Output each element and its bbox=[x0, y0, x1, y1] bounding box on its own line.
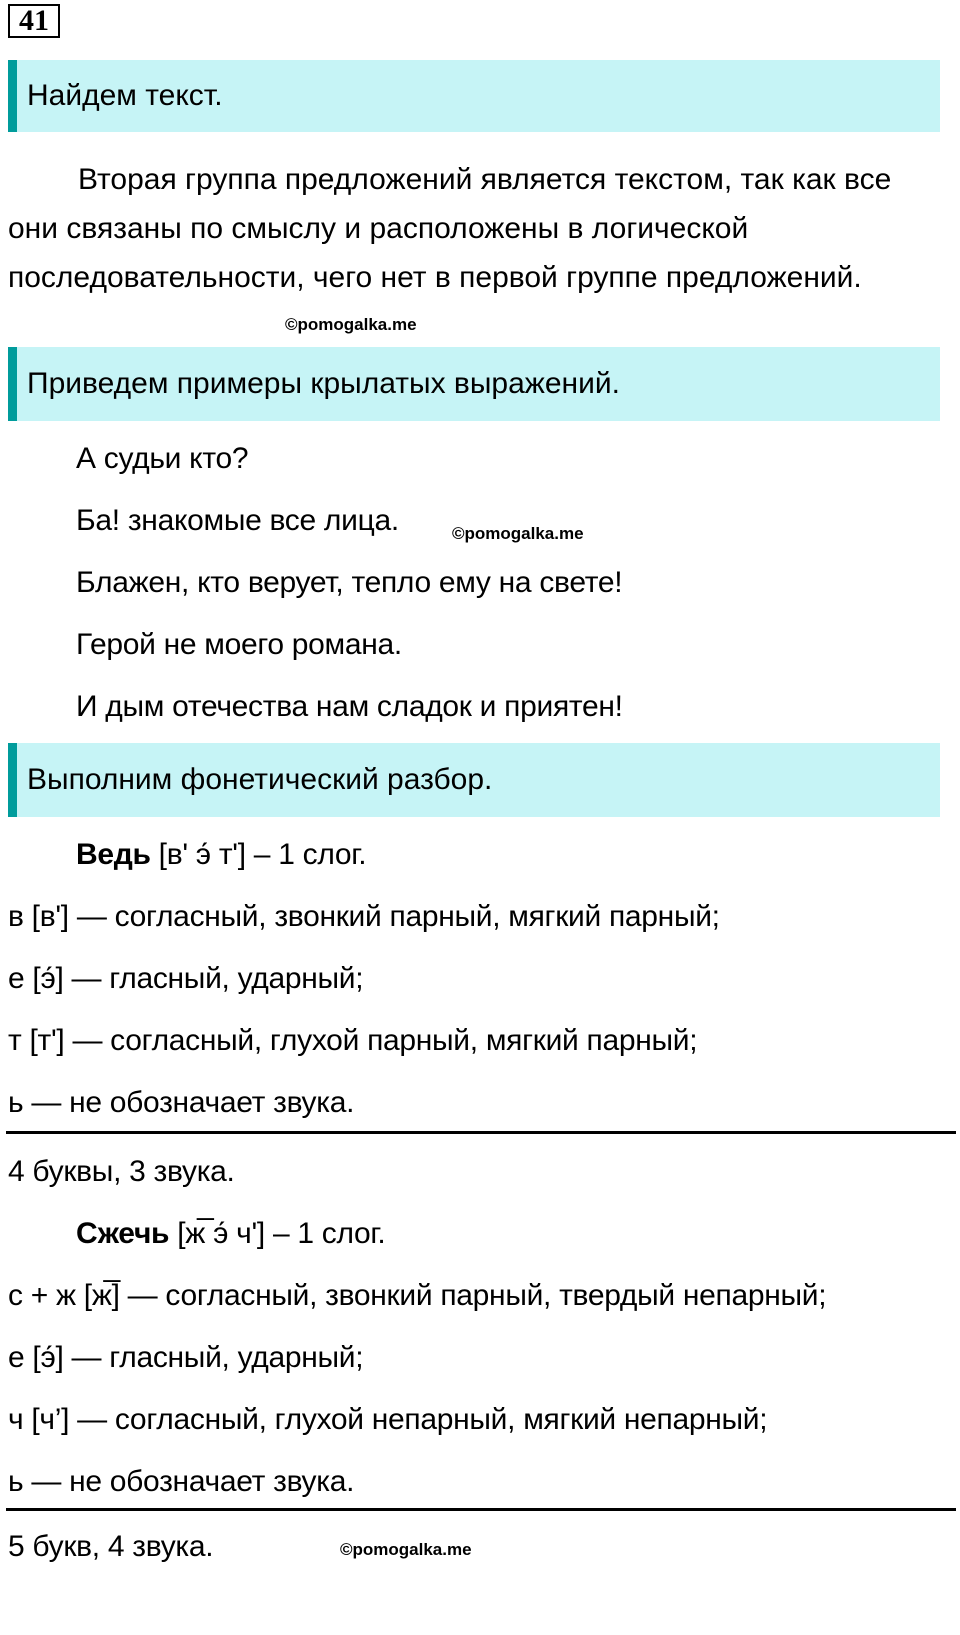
word-header bbox=[76, 1217, 385, 1251]
idiom-item: Герой не моего романа. bbox=[76, 628, 402, 661]
watermark: ©pomogalka.me bbox=[285, 315, 417, 334]
phonetic-line: т [т'] — согласный, глухой парный, мягкий парный; bbox=[8, 1024, 698, 1057]
phonetic-line: с + ж [ж̅] — согласный, звонкий парный, твердый непарный; bbox=[8, 1279, 827, 1312]
idiom-item: Ба! знакомые все лица. bbox=[76, 504, 399, 537]
word: Ведь bbox=[76, 838, 151, 871]
section-heading-idioms: Приведем примеры крылатых выражений. bbox=[8, 347, 940, 421]
text-paragraph: Вторая группа предложений является текстом, так как все они связаны по смыслу и расположены в логической последовательности, чего нет в первой группе предложений. bbox=[8, 163, 892, 294]
phonetic-line: ь — не обозначает звука. bbox=[8, 1465, 355, 1498]
idiom-item: И дым отечества нам сладок и приятен! bbox=[76, 690, 623, 723]
idiom-item: А судьи кто? bbox=[76, 442, 249, 475]
word-header bbox=[76, 838, 366, 872]
watermark: ©pomogalka.me bbox=[452, 524, 584, 543]
divider bbox=[6, 1131, 956, 1134]
summary: 4 буквы, 3 звука. bbox=[8, 1155, 235, 1188]
divider bbox=[6, 1508, 956, 1511]
phonetic-line: ч [ч’] — согласный, глухой непарный, мягкий непарный; bbox=[8, 1403, 768, 1436]
transcription: [ж̅ э́ ч'] – 1 слог. bbox=[169, 1217, 386, 1250]
phonetic-line: в [в'] — согласный, звонкий парный, мягкий парный; bbox=[8, 900, 720, 933]
word: Сжечь bbox=[76, 1217, 170, 1250]
phonetic-line: ь — не обозначает звука. bbox=[8, 1086, 355, 1119]
phonetic-line: е [э́] — гласный, ударный; bbox=[8, 1341, 364, 1374]
summary: 5 букв, 4 звука. bbox=[8, 1530, 214, 1563]
task-number: 41 bbox=[8, 4, 60, 38]
section-heading-phonetic: Выполним фонетический разбор. bbox=[8, 743, 940, 817]
watermark: ©pomogalka.me bbox=[340, 1540, 472, 1559]
idiom-item: Блажен, кто верует, тепло ему на свете! bbox=[76, 566, 623, 599]
section-heading-text: Найдем текст. bbox=[8, 60, 940, 132]
transcription: [в' э́ т'] – 1 слог. bbox=[150, 838, 367, 871]
phonetic-line: е [э́] — гласный, ударный; bbox=[8, 962, 364, 995]
